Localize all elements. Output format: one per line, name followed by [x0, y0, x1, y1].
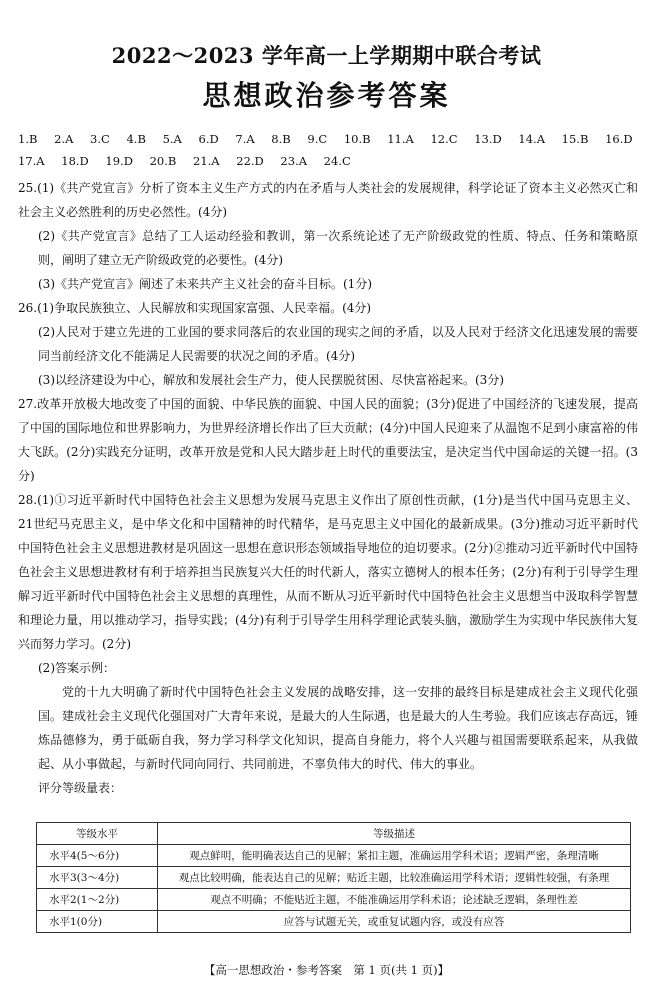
answer-item: 3.C — [90, 132, 110, 146]
answer-item: 23.A — [280, 154, 308, 168]
question-26 — [18, 296, 638, 392]
answer-item: 1.B — [18, 132, 38, 146]
question-number: 26. — [18, 301, 38, 315]
table-header-desc: 等级描述 — [158, 823, 631, 845]
table-row — [37, 889, 631, 911]
level-cell: 水平3(3～4分) — [37, 867, 158, 889]
answer-item: 18.D — [61, 154, 89, 168]
answer-item: 20.B — [149, 154, 177, 168]
answer-item: 14.A — [518, 132, 545, 146]
rubric-table — [36, 822, 631, 933]
page-footer: 【高一思想政治・参考答案 第 1 页(共 1 页)】 — [203, 963, 450, 977]
q25-part1: 25.(1)《共产党宣言》分析了资本主义生产方式的内在矛盾与人类社会的发展规律，科学论证了资本主义必然灭亡和社会主义必然胜利的历史必然性。(4分) — [18, 181, 638, 219]
q28-rubric-label: 评分等级量表： — [38, 781, 123, 795]
answer-item: 11.A — [387, 132, 414, 146]
answer-row-2 — [18, 150, 636, 172]
subject-title: 思想政治参考答案 — [202, 79, 451, 112]
question-number: 28. — [18, 493, 38, 507]
answer-item: 7.A — [235, 132, 255, 146]
q28-part2: (2)答案示例： — [38, 661, 115, 675]
answer-item: 10.B — [343, 132, 371, 146]
answer-item: 8.B — [271, 132, 291, 146]
q26-part2: (2)人民对于建立先进的工业国的要求同落后的农业国的现实之间的矛盾，以及人民对于经济文化迅速发展的需要同当前经济文化不能满足人民需要的状况之间的矛盾。(4分) — [38, 325, 638, 363]
answer-item: 4.B — [126, 132, 146, 146]
q25-part2: (2)《共产党宣言》总结了工人运动经验和教训，第一次系统论述了无产阶级政党的性质、特点、任务和策略原则，阐明了建立无产阶级政党的必要性。(4分) — [38, 229, 638, 267]
level-cell: 水平4(5～6分) — [37, 845, 158, 867]
q25-part3: (3)《共产党宣言》阐述了未来共产主义社会的奋斗目标。(1分) — [38, 277, 372, 291]
desc-cell: 观点比较明确，能表达自己的见解；贴近主题，比较准确运用学科术语；逻辑性较强，有条理 — [158, 867, 631, 889]
answer-item: 17.A — [18, 154, 45, 168]
q28-part1: 28.(1)①习近平新时代中国特色社会主义思想为发展马克思主义作出了原创性贡献，(1分)是当代中国马克思主义、21世纪马克思主义，是中华文化和中国精神的时代精华，是马克思主义中国化的最新成果。(3分)推动习近平新时代中国特色社会主义思想进教材是巩固这一思想在意识形态领域指导地位的迫切要求。(2分)②推动习近平新时代中国特色社会主义思想进教材有利于培养担当民族复兴大任的时代新人，落实立德树人的根本任务；(2分)有利于引导学生理解习近平新时代中国特色社会主义思想的真理性，从而不断从习近平新时代中国特色社会主义思想当中汲取科学智慧和理论力量，用以推动学习，指导实践；(4分)有利于引导学生用科学理论武装头脑，激励学生为实现中华民族伟大复兴而努力学习。(2分) — [18, 493, 638, 651]
desc-cell: 观点鲜明，能明确表达自己的见解；紧扣主题，准确运用学科术语；逻辑严密，条理清晰 — [158, 845, 631, 867]
answer-item: 24.C — [323, 154, 351, 168]
q26-part1: 26.(1)争取民族独立、人民解放和实现国家富强、人民幸福。(4分) — [18, 301, 372, 315]
level-cell: 水平2(1～2分) — [37, 889, 158, 911]
answer-content — [18, 176, 638, 800]
question-27 — [18, 392, 638, 488]
q27-part1: 27.改革开放极大地改变了中国的面貌、中华民族的面貌、中国人民的面貌；(3分)促进了中国经济的飞速发展，提高了中国的国际地位和世界影响力，为世界经济增长作出了巨大贡献；(4分)中国人民迎来了从温饱不足到小康富裕的伟大飞跃。(2分)实践充分证明，改革开放是党和人民大踏步赶上时代的重要法宝，是决定当代中国命运的关键一招。(3分) — [18, 397, 638, 483]
answer-item: 9.C — [307, 132, 328, 146]
question-number: 25. — [18, 181, 38, 195]
q26-part3: (3)以经济建设为中心，解放和发展社会生产力，使人民摆脱贫困、尽快富裕起来。(3分) — [38, 373, 504, 387]
question-number: 27. — [18, 397, 38, 411]
level-cell: 水平1(0分) — [37, 911, 158, 933]
answer-item: 15.B — [561, 132, 589, 146]
desc-cell: 应答与试题无关，或重复试题内容，或没有应答 — [158, 911, 631, 933]
answer-item: 13.D — [474, 132, 502, 146]
answer-item: 6.D — [198, 132, 219, 146]
q28-sample-answer: 党的十九大明确了新时代中国特色社会主义发展的战略安排，这一安排的最终目标是建成社会主义现代化强国。建成社会主义现代化强国对广大青年来说，是最大的人生际遇，也是最大的人生考验。我们应该志存高远，锤炼品德修为，勇于砥砺自我，努力学习科学文化知识，提高自身能力，将个人兴趣与祖国需要联系起来，从我做起、从小事做起，与新时代同向同行、共同前进，不辜负伟大的时代、伟大的事业。 — [38, 685, 639, 771]
table-header-row — [37, 823, 631, 845]
table-row — [37, 867, 631, 889]
table-row — [37, 845, 631, 867]
question-25 — [18, 176, 638, 296]
answer-item: 21.A — [193, 154, 220, 168]
question-28 — [18, 488, 638, 800]
answer-item: 2.A — [54, 132, 74, 146]
desc-cell: 观点不明确；不能贴近主题，不能准确运用学科术语；论述缺乏逻辑，条理性差 — [158, 889, 631, 911]
answer-item: 5.A — [162, 132, 182, 146]
choice-answers — [18, 128, 636, 172]
answer-row-1 — [18, 128, 636, 150]
answer-item: 19.D — [105, 154, 133, 168]
answer-item: 16.D — [605, 132, 633, 146]
table-header-level: 等级水平 — [37, 823, 158, 845]
table-row — [37, 911, 631, 933]
answer-item: 12.C — [430, 132, 458, 146]
exam-title: 2022～2023 学年高一上学期期中联合考试 — [111, 43, 542, 68]
answer-item: 22.D — [236, 154, 264, 168]
